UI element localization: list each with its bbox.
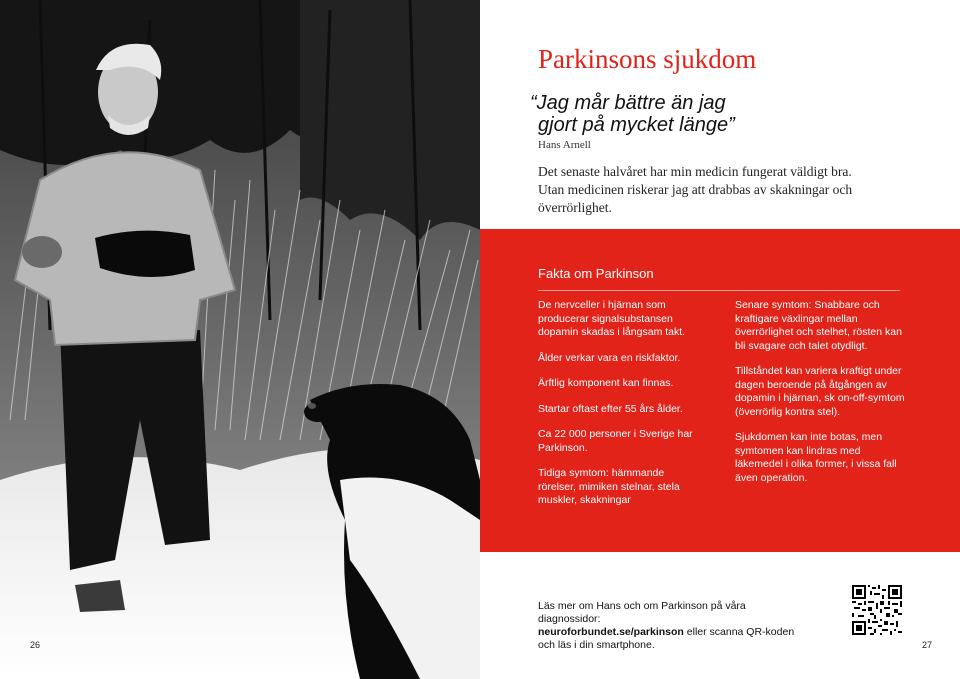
page-number-right: 27 [922, 640, 933, 650]
fact-item: Ålder verkar vara en riskfaktor. [538, 351, 681, 364]
pull-quote [530, 92, 790, 136]
fact-item: De nervceller i hjärnan som producerar signalsubstansen dopamin skadas i långsam takt. [538, 299, 686, 338]
fact-item: Ca 22 000 personer i Sverige har Parkinson. [538, 428, 693, 454]
fact-item: Senare symtom: Snabbare och kraftigare växlingar mellan överrörlighet och stelhet, rösten kan bli svagare och talet otydligt. [735, 299, 902, 352]
page-number-left: 26 [30, 640, 41, 650]
facts-box [480, 229, 960, 552]
qr-code-icon[interactable] [852, 585, 902, 635]
read-more-line: Läs mer om Hans och om Parkinson på våra diagnossidor: [538, 600, 746, 625]
quote-line-2: gjort på mycket länge” [538, 114, 735, 136]
intro-text: Det senaste halvåret har min medicin fungerat väldigt bra. Utan medicinen riskerar jag att drabbas av skakningar och överrörlighet. [538, 164, 853, 215]
page-title: Parkinsons sjukdom [538, 44, 757, 74]
fact-item: Tillståndet kan variera kraftigt under dagen beroende på åtgången av dopamin i hjärnan, sk on-off-symtom (överrörlig kontra stel). [735, 365, 905, 418]
diagnosis-link[interactable]: neuroforbundet.se/parkinson [538, 626, 684, 638]
right-page [480, 0, 960, 679]
quote-line-1: “Jag mår bättre än jag [530, 92, 726, 114]
facts-left-column [538, 299, 703, 520]
read-more-rest: eller scanna QR-koden och läs i din smartphone. [538, 626, 795, 651]
read-more-text [538, 600, 808, 652]
facts-heading: Fakta om Parkinson [538, 266, 654, 281]
facts-divider [538, 290, 900, 291]
fact-item: Ärftlig komponent kan finnas. [538, 377, 674, 389]
fact-item: Tidiga symtom: hämmande rörelser, mimiken stelnar, stela muskler, skakningar [538, 467, 680, 506]
fact-item: Startar oftast efter 55 års ålder. [538, 402, 683, 415]
quote-author: Hans Arnell [538, 139, 591, 151]
facts-right-column [735, 299, 905, 497]
fact-item: Sjukdomen kan inte botas, men symtomen kan lindras med läkemedel i olika former, i vissa fall även operation. [735, 431, 897, 484]
